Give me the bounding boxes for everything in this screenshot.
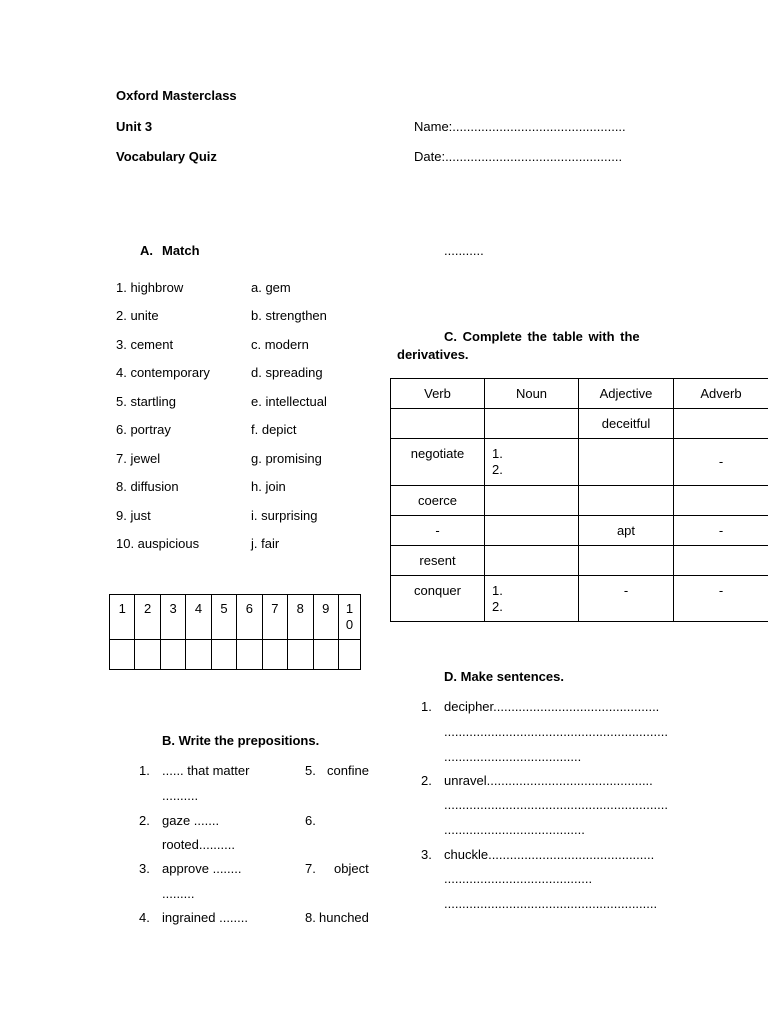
table-cell[interactable] <box>579 439 674 486</box>
sentence-line: ....................................... <box>444 822 585 837</box>
answer-cell[interactable] <box>262 640 287 670</box>
list-item: 10. auspicious <box>116 536 200 551</box>
list-item: h. join <box>251 479 286 494</box>
grid-number: 9 <box>313 595 339 640</box>
table-cell[interactable]: - <box>674 576 768 622</box>
table-cell[interactable]: deceitful <box>579 409 674 439</box>
preposition-item: approve ........ <box>162 861 242 876</box>
list-item: 6. portray <box>116 422 171 437</box>
answer-cell[interactable] <box>211 640 236 670</box>
sentence-line: ......................................... <box>444 871 593 886</box>
table-cell[interactable]: 1. 2. <box>485 576 579 622</box>
list-item: 9. just <box>116 508 151 523</box>
table-cell[interactable]: - <box>579 576 674 622</box>
section-a-score: ........... <box>444 243 484 258</box>
table-cell[interactable] <box>674 409 768 439</box>
preposition-item: ...... that matter <box>162 763 250 778</box>
answer-cell[interactable] <box>160 640 185 670</box>
item-number: 3. <box>139 861 150 876</box>
list-item: i. surprising <box>251 508 318 523</box>
section-d-heading: D. Make sentences. <box>444 669 564 684</box>
preposition-item: ingrained ........ <box>162 910 248 925</box>
answer-cell[interactable] <box>135 640 160 670</box>
answer-cell[interactable] <box>288 640 313 670</box>
table-cell[interactable]: negotiate <box>391 439 485 486</box>
list-item: g. promising <box>251 451 322 466</box>
preposition-item-line2: .......... <box>162 788 199 803</box>
item-number: 1. <box>421 699 432 714</box>
item-number: 2. <box>139 813 150 828</box>
preposition-item-line2: rooted.......... <box>162 837 235 852</box>
preposition-item-line2: ......... <box>162 886 195 901</box>
section-a-heading: Match <box>162 243 200 258</box>
answer-cell[interactable] <box>110 640 135 670</box>
list-item: c. modern <box>251 337 309 352</box>
sentence-line: decipher.............................................. <box>444 699 660 714</box>
preposition-item: hunched <box>319 910 369 925</box>
table-cell[interactable]: - <box>391 516 485 546</box>
grid-number: 2 <box>135 595 160 640</box>
answer-cell[interactable] <box>339 640 361 670</box>
grid-number: 1 <box>110 595 135 640</box>
list-item: b. strengthen <box>251 308 327 323</box>
name-field: Name:................................................ <box>414 119 626 134</box>
section-b-heading: B. Write the prepositions. <box>162 733 320 748</box>
answer-cell[interactable] <box>313 640 339 670</box>
column-header: Noun <box>485 379 579 409</box>
list-item: 1. highbrow <box>116 280 184 295</box>
table-cell[interactable]: resent <box>391 546 485 576</box>
list-item: a. gem <box>251 280 291 295</box>
table-cell[interactable]: coerce <box>391 486 485 516</box>
table-cell[interactable] <box>579 546 674 576</box>
preposition-item: confine <box>327 763 369 778</box>
item-number: 3. <box>421 847 432 862</box>
grid-number: 1 0 <box>339 595 361 640</box>
item-number: 1. <box>139 763 150 778</box>
grid-number: 6 <box>237 595 262 640</box>
list-item: d. spreading <box>251 365 323 380</box>
derivatives-table <box>390 378 768 622</box>
grid-number: 3 <box>160 595 185 640</box>
list-item: f. depict <box>251 422 297 437</box>
table-cell[interactable] <box>485 546 579 576</box>
preposition-item: gaze ....... <box>162 813 220 828</box>
item-number: 2. <box>421 773 432 788</box>
table-cell[interactable]: conquer <box>391 576 485 622</box>
list-item: 4. contemporary <box>116 365 210 380</box>
table-cell[interactable] <box>485 516 579 546</box>
answer-cell[interactable] <box>186 640 211 670</box>
section-c-heading: C. Complete the table with the <box>444 329 640 344</box>
list-item: 5. startling <box>116 394 176 409</box>
table-cell[interactable]: 1. 2. <box>485 439 579 486</box>
answer-cell[interactable] <box>237 640 262 670</box>
table-cell[interactable]: - <box>674 516 768 546</box>
item-number: 8. <box>305 910 316 925</box>
list-item: e. intellectual <box>251 394 327 409</box>
grid-number: 8 <box>288 595 313 640</box>
table-cell[interactable] <box>391 409 485 439</box>
table-cell[interactable] <box>579 486 674 516</box>
sentence-line: ........................................................... <box>444 896 658 911</box>
column-header: Adverb <box>674 379 768 409</box>
list-item: j. fair <box>251 536 280 551</box>
grid-number: 7 <box>262 595 287 640</box>
section-a-letter: A. <box>140 243 153 258</box>
unit-label: Unit 3 <box>116 119 153 134</box>
sentence-line: .............................................................. <box>444 724 668 739</box>
date-field: Date:................................................. <box>414 149 623 164</box>
course-title: Oxford Masterclass <box>116 88 237 103</box>
item-number: 6. <box>305 813 316 828</box>
table-cell[interactable] <box>674 546 768 576</box>
item-number: 4. <box>139 910 150 925</box>
table-cell[interactable]: - <box>674 439 768 486</box>
sentence-line: .............................................................. <box>444 797 668 812</box>
table-cell[interactable] <box>485 486 579 516</box>
table-cell[interactable] <box>485 409 579 439</box>
preposition-item: object <box>334 861 369 876</box>
sentence-line: unravel.............................................. <box>444 773 653 788</box>
list-item: 8. diffusion <box>116 479 179 494</box>
list-item: 3. cement <box>116 337 174 352</box>
answer-grid <box>109 594 361 670</box>
sentence-line: ...................................... <box>444 749 582 764</box>
grid-number: 5 <box>211 595 236 640</box>
list-item: 2. unite <box>116 308 159 323</box>
section-c-heading-cont: derivatives. <box>397 347 469 362</box>
item-number: 7. <box>305 861 316 876</box>
list-item: 7. jewel <box>116 451 161 466</box>
table-cell[interactable]: apt <box>579 516 674 546</box>
table-cell[interactable] <box>674 486 768 516</box>
item-number: 5. <box>305 763 316 778</box>
grid-number: 4 <box>186 595 211 640</box>
sentence-line: chuckle.............................................. <box>444 847 655 862</box>
column-header: Verb <box>391 379 485 409</box>
quiz-title: Vocabulary Quiz <box>116 149 217 164</box>
column-header: Adjective <box>579 379 674 409</box>
